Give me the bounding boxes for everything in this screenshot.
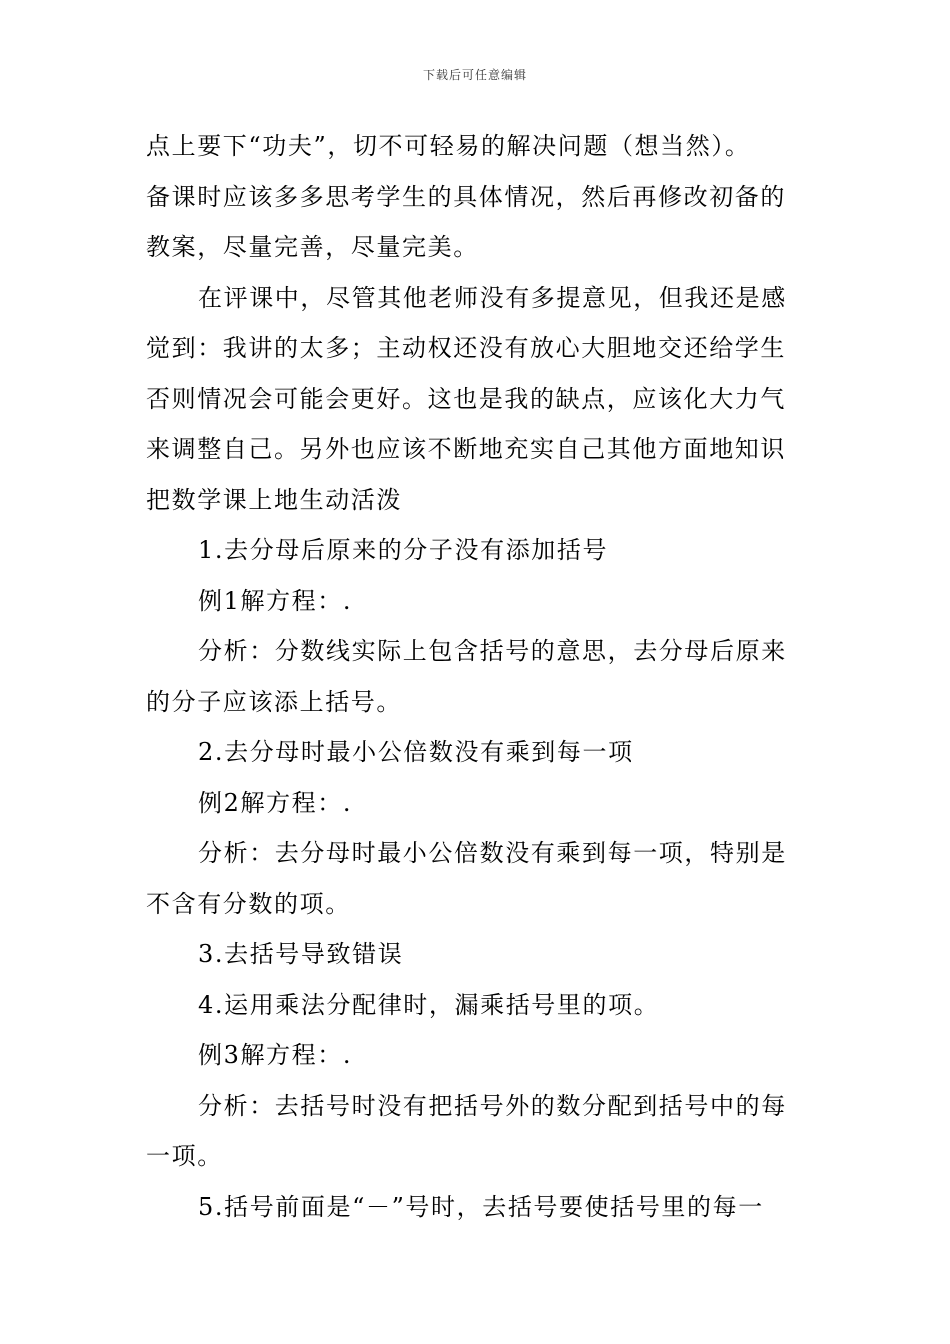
text-line: 的分子应该添上括号。 (146, 687, 402, 716)
paragraph-7 (146, 778, 806, 829)
text-line: 2.去分母时最小公倍数没有乘到每一项 (198, 738, 634, 766)
paragraph-9 (146, 929, 806, 980)
text-line: 觉到：我讲的太多；主动权还没有放心大胆地交还给学生 (146, 334, 786, 362)
text-line: 一项。 (146, 1142, 223, 1170)
paragraph-4 (146, 576, 806, 627)
page-header: 下载后可任意编辑 (422, 68, 527, 82)
text-line: 4.运用乘法分配律时，漏乘括号里的项。 (198, 990, 660, 1019)
paragraph-6 (146, 727, 806, 778)
text-line: 分析：分数线实际上包含括号的意思，去分母后原来 (198, 637, 787, 665)
text-line: 例1解方程：. (198, 586, 353, 615)
paragraph-13 (146, 1182, 806, 1233)
text-line: 例3解方程：. (198, 1041, 353, 1069)
paragraph-1 (146, 121, 806, 273)
text-line: 否则情况会可能会更好。这也是我的缺点，应该化大力气 (146, 384, 786, 413)
text-line: 1.去分母后原来的分子没有添加括号 (198, 536, 609, 564)
text-line: 点上要下“功夫”，切不可轻易的解决问题（想当然）。 (146, 132, 751, 160)
text-line: 教案，尽量完善，尽量完美。 (146, 233, 479, 261)
text-line: 在评课中，尽管其他老师没有多提意见，但我还是感 (198, 283, 787, 312)
paragraph-5 (146, 626, 806, 727)
text-line: 来调整自己。另外也应该不断地充实自己其他方面地知识 (146, 435, 786, 463)
paragraph-8 (146, 828, 806, 929)
text-line: 5.括号前面是“－”号时，去括号要使括号里的每一 (198, 1192, 764, 1221)
paragraph-11 (146, 1030, 806, 1081)
text-line: 分析：去括号时没有把括号外的数分配到括号中的每 (198, 1091, 787, 1120)
text-line: 备课时应该多多思考学生的具体情况，然后再修改初备的 (146, 182, 786, 211)
text-line: 把数学课上地生动活泼 (146, 485, 402, 514)
text-line: 3.去括号导致错误 (198, 940, 404, 968)
document-body (146, 121, 806, 1232)
paragraph-10 (146, 980, 806, 1031)
text-line: 不含有分数的项。 (146, 889, 351, 918)
text-line: 分析：去分母时最小公倍数没有乘到每一项，特别是 (198, 839, 787, 867)
paragraph-12 (146, 1081, 806, 1182)
text-line: 例2解方程：. (198, 788, 353, 817)
paragraph-2 (146, 273, 806, 526)
paragraph-3 (146, 525, 806, 576)
